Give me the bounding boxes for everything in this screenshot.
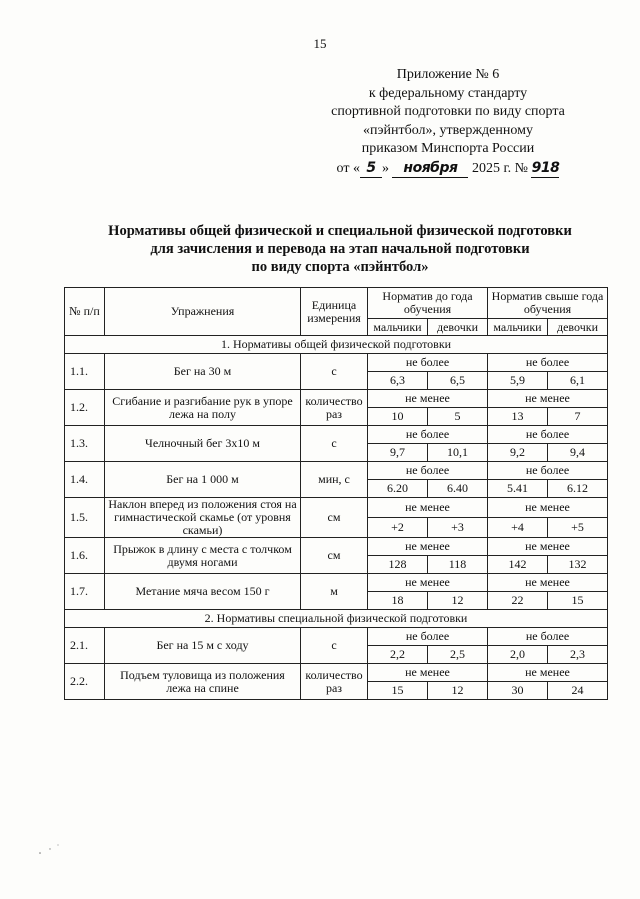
section-row <box>65 610 608 628</box>
table-row <box>65 628 608 646</box>
limit-label: не менее <box>368 664 488 682</box>
title-line: по виду спорта «пэйнтбол» <box>251 259 429 275</box>
limit-label: не менее <box>488 574 608 592</box>
unit-cell: с <box>301 628 368 664</box>
unit-cell: м <box>301 574 368 610</box>
handwritten-month: ноября <box>392 159 468 179</box>
limit-label: не менее <box>488 498 608 518</box>
value-girls-after-first-year: 9,4 <box>548 444 608 462</box>
value-girls-first-year: 6,5 <box>428 372 488 390</box>
row-number: 1.4. <box>65 462 105 498</box>
page-number: 15 <box>313 36 327 51</box>
date-year: 2025 г. № <box>471 160 528 176</box>
title-line: для зачисления и перевода на этап начальной подготовки <box>150 241 530 257</box>
header-boys: мальчики <box>368 319 428 336</box>
header-group-after-first-year: Норматив свыше года обучения <box>488 288 608 319</box>
limit-label: не более <box>368 426 488 444</box>
row-number: 1.3. <box>65 426 105 462</box>
value-boys-first-year: 6.20 <box>368 480 428 498</box>
appendix-line: Приложение № 6 <box>396 67 500 82</box>
value-girls-first-year: 118 <box>428 556 488 574</box>
document-title <box>60 222 620 276</box>
value-boys-after-first-year: +4 <box>488 518 548 538</box>
header-num: № п/п <box>65 288 105 336</box>
scan-artifact <box>36 842 66 856</box>
appendix-line: к федеральному стандарту <box>368 85 528 101</box>
limit-label: не более <box>488 426 608 444</box>
value-girls-first-year: 10,1 <box>428 444 488 462</box>
order-date-line <box>298 159 598 179</box>
exercise-name: Бег на 30 м <box>105 354 301 390</box>
value-boys-after-first-year: 13 <box>488 408 548 426</box>
value-girls-after-first-year: 132 <box>548 556 608 574</box>
table-row <box>65 664 608 682</box>
value-boys-after-first-year: 30 <box>488 682 548 700</box>
section-row <box>65 336 608 354</box>
table-row <box>65 426 608 444</box>
value-girls-after-first-year: +5 <box>548 518 608 538</box>
header-boys: мальчики <box>488 319 548 336</box>
header-unit: Единица измерения <box>301 288 368 336</box>
row-number: 1.1. <box>65 354 105 390</box>
value-girls-after-first-year: 6.12 <box>548 480 608 498</box>
limit-label: не более <box>368 462 488 480</box>
handwritten-order-number: 918 <box>531 159 559 179</box>
table-row <box>65 574 608 592</box>
header-girls: девочки <box>428 319 488 336</box>
value-boys-after-first-year: 22 <box>488 592 548 610</box>
table-row <box>65 538 608 556</box>
exercise-name: Бег на 1 000 м <box>105 462 301 498</box>
table-row <box>65 462 608 480</box>
value-boys-first-year: 9,7 <box>368 444 428 462</box>
unit-cell: с <box>301 426 368 462</box>
header-exercise: Упражнения <box>105 288 301 336</box>
limit-label: не более <box>488 628 608 646</box>
value-boys-first-year: 10 <box>368 408 428 426</box>
value-girls-after-first-year: 2,3 <box>548 646 608 664</box>
value-boys-first-year: 18 <box>368 592 428 610</box>
exercise-name: Наклон вперед из положения стоя на гимнастической скамье (от уровня скамьи) <box>105 498 301 538</box>
row-number: 2.1. <box>65 628 105 664</box>
exercise-name: Метание мяча весом 150 г <box>105 574 301 610</box>
unit-cell: количество раз <box>301 664 368 700</box>
value-girls-first-year: +3 <box>428 518 488 538</box>
unit-cell: см <box>301 498 368 538</box>
table-row <box>65 390 608 408</box>
unit-cell: мин, с <box>301 462 368 498</box>
header-girls: девочки <box>548 319 608 336</box>
exercise-name: Прыжок в длину с места с толчком двумя ногами <box>105 538 301 574</box>
appendix-block <box>298 66 598 178</box>
limit-label: не более <box>488 462 608 480</box>
value-boys-after-first-year: 5.41 <box>488 480 548 498</box>
value-girls-first-year: 6.40 <box>428 480 488 498</box>
limit-label: не более <box>368 628 488 646</box>
value-boys-first-year: 2,2 <box>368 646 428 664</box>
limit-label: не менее <box>368 390 488 408</box>
norms-table <box>64 287 608 700</box>
unit-cell: количество раз <box>301 390 368 426</box>
value-girls-after-first-year: 24 <box>548 682 608 700</box>
value-girls-after-first-year: 6,1 <box>548 372 608 390</box>
value-girls-after-first-year: 7 <box>548 408 608 426</box>
row-number: 1.5. <box>65 498 105 538</box>
limit-label: не более <box>368 354 488 372</box>
limit-label: не менее <box>368 538 488 556</box>
date-prefix: от « <box>336 160 360 176</box>
value-boys-first-year: 15 <box>368 682 428 700</box>
value-girls-first-year: 12 <box>428 682 488 700</box>
value-boys-after-first-year: 9,2 <box>488 444 548 462</box>
limit-label: не менее <box>368 574 488 592</box>
section-title: 2. Нормативы специальной физической подготовки <box>65 610 608 628</box>
limit-label: не менее <box>488 390 608 408</box>
row-number: 1.2. <box>65 390 105 426</box>
exercise-name: Подъем туловища из положения лежа на спине <box>105 664 301 700</box>
exercise-name: Бег на 15 м с ходу <box>105 628 301 664</box>
unit-cell: см <box>301 538 368 574</box>
value-girls-first-year: 12 <box>428 592 488 610</box>
limit-label: не менее <box>368 498 488 518</box>
exercise-name: Челночный бег 3х10 м <box>105 426 301 462</box>
handwritten-day: 5 <box>360 159 382 179</box>
value-girls-after-first-year: 15 <box>548 592 608 610</box>
date-mid: » <box>381 160 389 176</box>
section-title: 1. Нормативы общей физической подготовки <box>65 336 608 354</box>
row-number: 1.7. <box>65 574 105 610</box>
appendix-line: приказом Минспорта России <box>361 141 535 156</box>
table-row <box>65 498 608 518</box>
value-girls-first-year: 2,5 <box>428 646 488 664</box>
limit-label: не менее <box>488 538 608 556</box>
value-boys-after-first-year: 5,9 <box>488 372 548 390</box>
value-boys-after-first-year: 142 <box>488 556 548 574</box>
limit-label: не более <box>488 354 608 372</box>
unit-cell: с <box>301 354 368 390</box>
row-number: 2.2. <box>65 664 105 700</box>
title-line: Нормативы общей физической и специальной физической подготовки <box>108 223 572 239</box>
value-boys-first-year: 128 <box>368 556 428 574</box>
limit-label: не менее <box>488 664 608 682</box>
table-row <box>65 354 608 372</box>
appendix-line: «пэйнтбол», утвержденному <box>363 122 533 138</box>
header-group-first-year: Норматив до года обучения <box>368 288 488 319</box>
value-boys-first-year: +2 <box>368 518 428 538</box>
value-boys-first-year: 6,3 <box>368 372 428 390</box>
appendix-line: спортивной подготовки по виду спорта <box>331 104 565 119</box>
value-boys-after-first-year: 2,0 <box>488 646 548 664</box>
row-number: 1.6. <box>65 538 105 574</box>
value-girls-first-year: 5 <box>428 408 488 426</box>
exercise-name: Сгибание и разгибание рук в упоре лежа на полу <box>105 390 301 426</box>
